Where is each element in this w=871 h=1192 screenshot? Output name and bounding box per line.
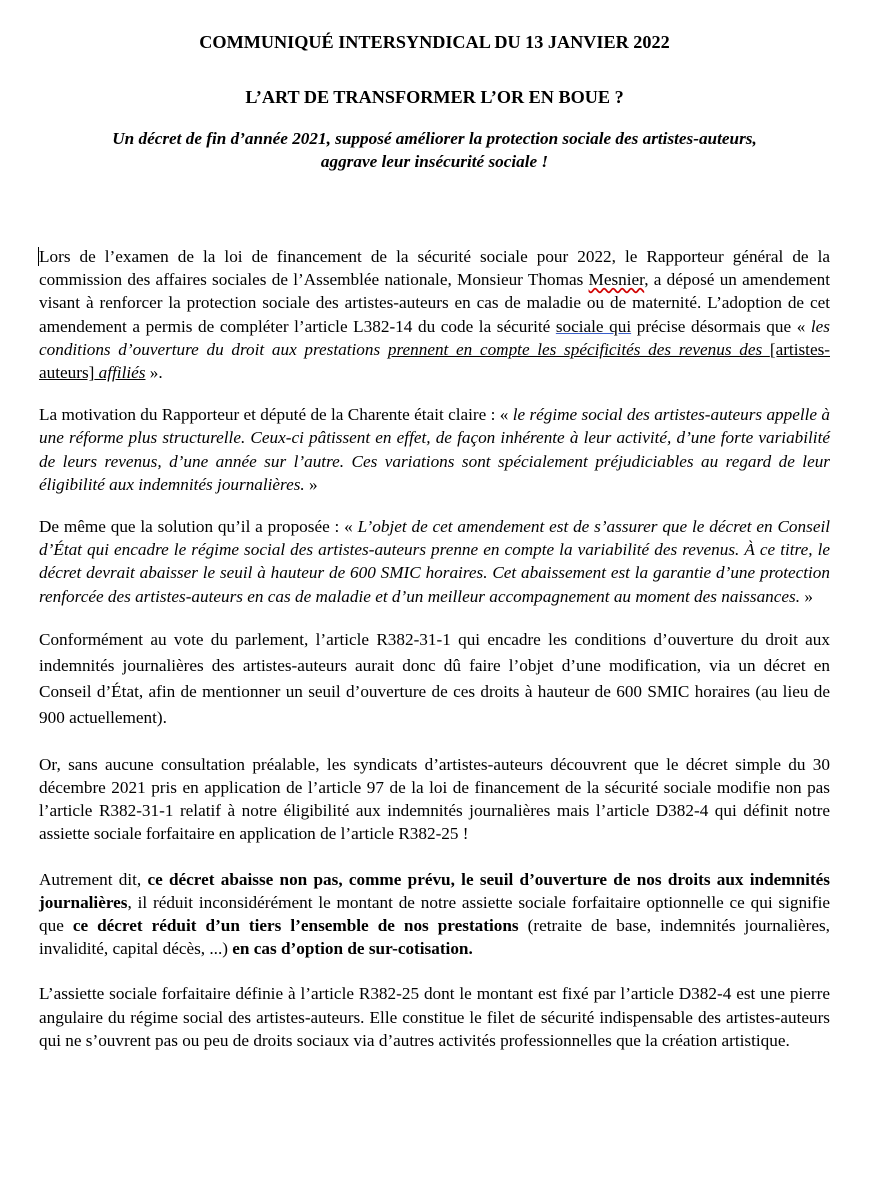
p6-text-c: , il réduit inconsidérément le montant de notre assiette sociale forfaitaire optionnelle ce qui signifie que — [39, 892, 830, 936]
paragraph-1[interactable] — [39, 245, 830, 384]
p3-end: » — [800, 586, 813, 606]
paragraph-6[interactable] — [39, 868, 830, 961]
p6-text-a: Autrement dit, — [39, 869, 148, 889]
spellcheck-word[interactable]: Mesnier — [588, 270, 645, 290]
p1-bracket: [artistes-auteurs] — [39, 339, 830, 383]
p3-quote: L’objet de cet amendement est de s’assurer que le décret en Conseil d’État qui encadre le régime social des artistes-auteurs prenne en compte la variabilité des revenus. À ce titre, le décret devrait abaisser le seuil à hauteur de 600 SMIC horaires. Cet abaissement est la garantie d’une protection renforcée des artistes-auteurs en cas de maladie et d’un meilleur accompagnement au moment des naissances. — [39, 517, 830, 606]
document-headline: L’ART DE TRANSFORMER L’OR EN BOUE ? — [245, 87, 624, 107]
document-subtitle — [39, 127, 830, 173]
paragraph-5[interactable]: Or, sans aucune consultation préalable, les syndicats d’artistes-auteurs découvrent que le décret simple du 30 décembre 2021 pris en application de l’article 97 de la loi de financement de la sécurité sociale modifie non pas l’article R382-31-1 relatif à notre éligibilité aux indemnités journalières mais l’article D382-4 qui définit notre assiette sociale forfaitaire en application de l’article R382-25 ! — [39, 754, 830, 844]
paragraph-2[interactable] — [39, 403, 830, 496]
p3-lead: De même que la solution qu’il a proposée : « — [39, 517, 358, 537]
p1-text-a: Lors de l’examen de la loi de financement de la sécurité sociale pour 2022, le Rapporteur général de la commission des affaires sociales de l’Assemblée nationale, Monsieur Thomas — [39, 247, 830, 290]
p6-bold-3: en cas d’option de sur-cotisation. — [232, 939, 473, 959]
p1-quote-underlined: prennent en compte les spécificités des revenus des — [387, 339, 770, 359]
p6-bold-2: ce décret réduit d’un tiers l’ensemble de nos prestations — [72, 916, 519, 936]
subtitle-line-1: Un décret de fin d’année 2021, supposé améliorer la protection sociale des artistes-auteurs, — [112, 129, 757, 148]
paragraph-4[interactable]: Conformément au vote du parlement, l’article R382-31-1 qui encadre les conditions d’ouverture du droit aux indemnités journalières des artistes-auteurs aurait donc dû faire l’objet d’une modification, via un décret en Conseil d’État, afin de mentionner un seuil d’ouverture de ces droits à hauteur de 600 SMIC horaires (au lieu de 900 actuellement). — [39, 629, 830, 727]
subtitle-line-2: aggrave leur insécurité sociale ! — [320, 152, 549, 171]
paragraph-3[interactable] — [39, 515, 830, 608]
p1-quote-a: les conditions d’ouverture du droit aux prestations — [39, 316, 830, 359]
p2-lead: La motivation du Rapporteur et député de la Charente était claire : « — [39, 405, 513, 425]
p6-bold-1: ce décret abaisse non pas, comme prévu, le seuil d’ouverture de nos droits aux indemnités journalières — [39, 869, 830, 912]
document-title: COMMUNIQUÉ INTERSYNDICAL DU 13 JANVIER 2022 — [199, 32, 670, 52]
grammar-flag[interactable]: sociale qui — [555, 316, 632, 336]
p6-text-d: (retraite de base, indemnités journalières, invalidité, capital décès, ...) — [39, 916, 830, 959]
p2-end: » — [304, 474, 318, 494]
paragraph-7[interactable]: L’assiette sociale forfaitaire définie à l’article R382-25 dont le montant est fixé par l’article D382-4 est une pierre angulaire du régime social des artistes-auteurs. Elle constitue le filet de sécurité indispensable des artistes-auteurs qui ne s’ouvrent pas ou peu de droits sociaux via d’autres activités professionnelles que la création artistique. — [39, 984, 830, 1050]
p1-affilies: affiliés — [94, 363, 146, 383]
p2-quote: le régime social des artistes-auteurs appelle à une réforme plus structurelle. Ceux-ci pâtissent en effet, de façon inhérente à leur activité, d’une forte variabilité de leurs revenus, d’une année sur l’autre. Ces variations sont spécialement préjudiciables au regard de leur éligibilité aux indemnités journalières. — [39, 405, 830, 494]
p1-text-c: précise désormais que « — [631, 316, 811, 336]
p1-text-b: , a déposé un amendement visant à renforcer la protection sociale des artistes-auteurs en cas de maladie ou de maternité. L’adoption de cet amendement a permis de compléter l’article L382-14 du code la sécurité — [39, 270, 830, 336]
p1-end: ». — [145, 363, 163, 383]
